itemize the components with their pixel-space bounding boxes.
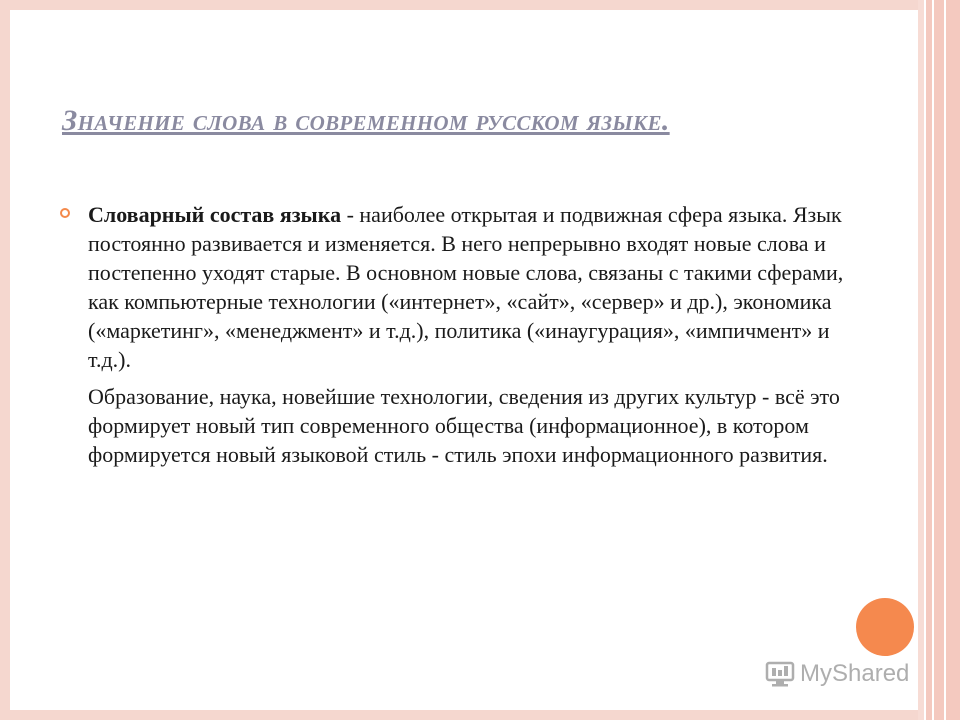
hollow-circle-bullet-icon [60, 208, 70, 218]
watermark-logo [764, 656, 909, 692]
slide-title: Значение слова в современном русском языке. [62, 104, 670, 137]
bullet-text: - наиболее открытая и подвижная сфера языка. Язык постоянно развивается и изменяется. В него непрерывно входят новые слова и постепенно уходят старые. В основном новые слова, связаны с такими сферами, как компьютерные технологии («интернет», «сайт», «сервер» и др.), экономика («маркетинг», «менеджмент» и т.д.), политика («инаугурация», «импичмент» и т.д.). [88, 202, 844, 372]
bullet-term: Словарный состав языка [88, 202, 342, 227]
frame-left-border [0, 0, 10, 720]
bullet-item [60, 200, 860, 374]
watermark-text: MyShared [800, 660, 910, 687]
monitor-logo-icon [764, 660, 796, 688]
frame-top-border [0, 0, 960, 10]
paragraph-2: Образование, наука, новейшие технологии, сведения из других культур - всё это формирует новый тип современного общества (информационное), в котором формируется новый языковой стиль - стиль эпохи информационного развития. [88, 384, 840, 467]
frame-bottom-border [0, 710, 960, 720]
orange-circle-decoration [856, 598, 914, 656]
frame-right-stripes [924, 0, 960, 720]
slide-content [60, 200, 860, 469]
